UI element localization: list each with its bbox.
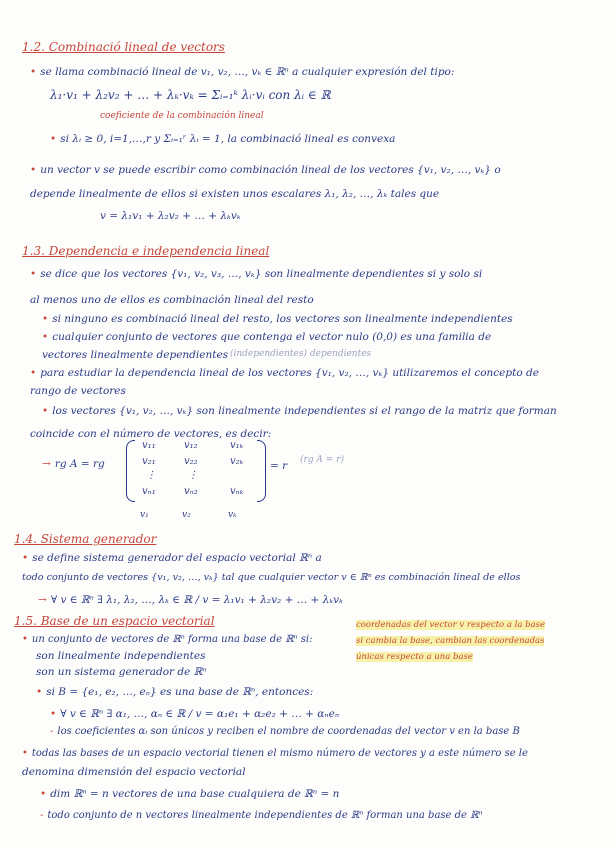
- highlight-note-1: coordenadas del vector v respecto a la base: [356, 620, 546, 630]
- s15-line-4: • si B = {e₁, e₂, …, eₙ} es una base de ℝⁿ, entonces:: [36, 686, 314, 698]
- highlight-note-2: si cambia la base, cambian las coordenadas: [356, 636, 545, 646]
- s15-line-8: denomina dimensión del espacio vectorial: [22, 766, 246, 778]
- s13-line-7: rango de vectores: [30, 385, 126, 397]
- s15-line-3: son un sistema generador de ℝⁿ: [36, 666, 207, 678]
- s12-line-4: depende linealmente de ellos si existen unos escalares λ₁, λ₂, …, λₖ tales que: [30, 188, 440, 200]
- s13-faint-note: (independientes) dependientes: [230, 349, 372, 359]
- matrix-cell: vₙ₁: [142, 486, 156, 497]
- s15-line-9: • dim ℝⁿ = n vectores de una base cualquiera de ℝⁿ = n: [40, 788, 340, 800]
- s13-line-5: vectores linealmente dependientes: [42, 349, 229, 361]
- s13-line-9: coincide con el número de vectores, es decir:: [30, 428, 272, 440]
- matrix-dots: ⋮: [146, 470, 156, 481]
- s15-line-7: • todas las bases de un espacio vectorial tienen el mismo número de vectores y a este número se le: [22, 748, 528, 759]
- s14-line-1: • se define sistema generador del espacio vectorial ℝⁿ a: [22, 552, 322, 564]
- matrix-cell: v₂₁: [142, 456, 156, 467]
- s13-line-6: • para estudiar la dependencia lineal de los vectores {v₁, v₂, …, vₖ} utilizaremos el concepto de: [30, 367, 539, 379]
- matrix-footer-v1: v₁: [140, 510, 149, 520]
- s14-line-3: → ∀ v ∈ ℝⁿ ∃ λ₁, λ₂, …, λₖ ∈ ℝ / v = λ₁v₁ + λ₂v₂ + … + λₖvₖ: [38, 594, 343, 606]
- s15-line-2: son linealmente independientes: [36, 650, 206, 662]
- matrix-cell: vₙₖ: [230, 486, 244, 497]
- highlight-note-3: únicas respecto a una base: [356, 652, 473, 662]
- s12-line-1: • se llama combinació lineal de v₁, v₂, …, vₖ ∈ ℝⁿ a cualquier expresión del tipo:: [30, 66, 455, 78]
- matrix-cell: vₙ₂: [184, 486, 198, 497]
- s13-line-2: al menos uno de ellos es combinación lineal del resto: [30, 294, 314, 306]
- s13-line-3: • si ninguno es combinació lineal del resto, los vectores son linealmente independientes: [42, 313, 513, 325]
- matrix-cell: v₂₂: [184, 456, 198, 467]
- s12-formula-2: v = λ₁v₁ + λ₂v₂ + … + λₖvₖ: [100, 210, 241, 222]
- matrix-equals-r: = r: [270, 460, 288, 472]
- s12-line-2: • si λᵢ ≥ 0, i=1,…,r y Σᵢ₌₁ʳ λᵢ = 1, la combinació lineal es convexa: [50, 133, 396, 145]
- s13-line-4: • cualquier conjunto de vectores que contenga el vector nulo (0,0) es una familia de: [42, 331, 492, 343]
- section-heading-1-5: 1.5. Base de un espacio vectorial: [14, 614, 215, 628]
- vector-matrix: [126, 440, 266, 504]
- matrix-dots: ⋮: [188, 470, 198, 481]
- s15-line-1: • un conjunto de vectores de ℝⁿ forma una base de ℝⁿ si:: [22, 634, 313, 645]
- matrix-cell: v₂ₖ: [230, 456, 244, 467]
- s13-line-1: • se dice que los vectores {v₁, v₂, v₃, …, vₖ} son linealmente dependientes si y solo si: [30, 268, 483, 280]
- s12-coef-note: coeficiente de la combinación lineal: [100, 111, 264, 121]
- s13-line-8: • los vectores {v₁, v₂, …, vₖ} son linealmente independientes si el rango de la matriz que forman: [42, 405, 557, 417]
- matrix-cell: v₁ₖ: [230, 440, 244, 451]
- section-heading-1-2: 1.2. Combinació lineal de vectors: [22, 40, 225, 54]
- matrix-footer-v2: v₂: [182, 510, 191, 520]
- s15-line-10: - todo conjunto de n vectores linealmente independientes de ℝⁿ forman una base de ℝⁿ: [40, 810, 483, 821]
- matrix-cell: v₁₂: [184, 440, 198, 451]
- s15-line-6: - los coeficientes αᵢ son únicos y reciben el nombre de coordenadas del vector v en la base B: [50, 726, 520, 737]
- s13-faint-rank: (rg A = r): [300, 455, 345, 465]
- s13-rank-label: → rg A = rg: [42, 458, 105, 470]
- section-heading-1-3: 1.3. Dependencia e independencia lineal: [22, 244, 270, 258]
- section-heading-1-4: 1.4. Sistema generador: [14, 532, 157, 546]
- s12-line-3: • un vector v se puede escribir como combinación lineal de los vectores {v₁, v₂, …, vₖ} o: [30, 164, 501, 176]
- s15-line-5: • ∀ v ∈ ℝⁿ ∃ α₁, …, αₙ ∈ ℝ / v = α₁e₁ + α₂e₂ + … + αₙeₙ: [50, 708, 340, 720]
- s14-line-2: todo conjunto de vectores {v₁, v₂, …, vₖ} tal que cualquier vector v ∈ ℝⁿ es combinación lineal de ellos: [22, 572, 521, 583]
- matrix-footer-vk: vₖ: [228, 510, 237, 520]
- s12-formula: λ₁·v₁ + λ₂v₂ + … + λₖ·vₖ = Σᵢ₌₁ᵏ λᵢ·vᵢ con λᵢ ∈ ℝ: [50, 88, 331, 102]
- matrix-cell: v₁₁: [142, 440, 156, 451]
